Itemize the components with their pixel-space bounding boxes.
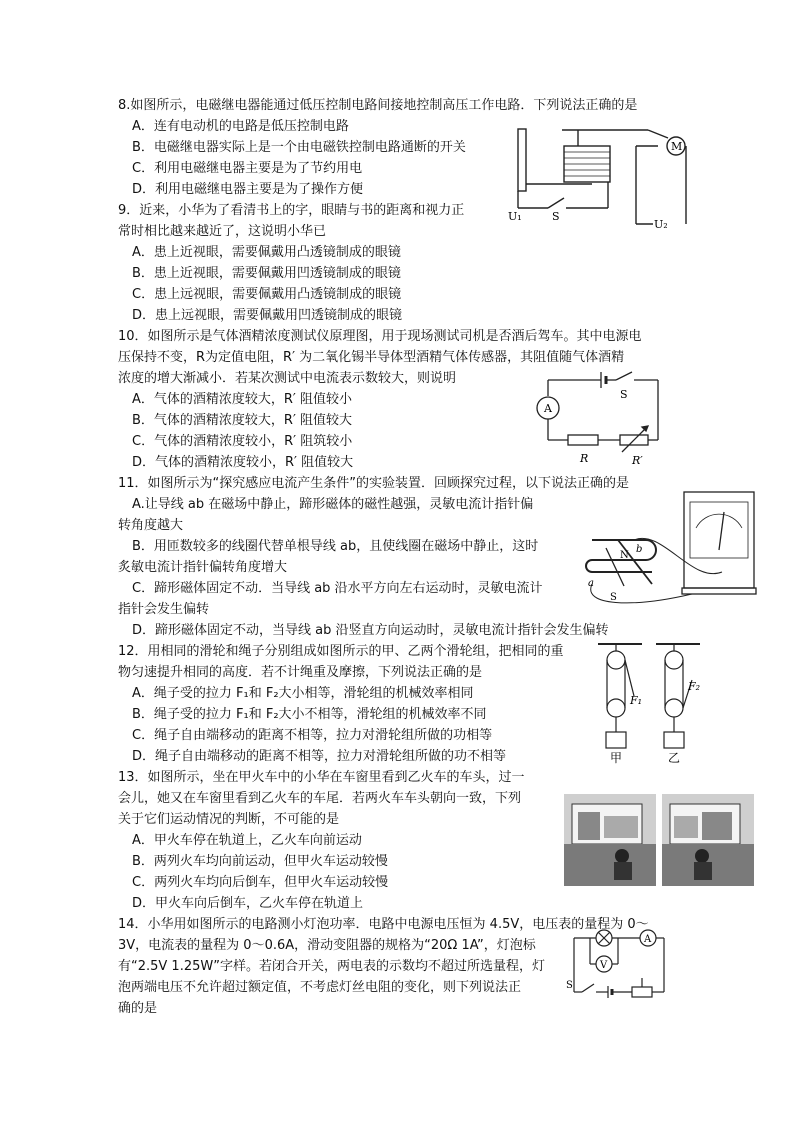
q14-voltmeter-label: V	[600, 960, 608, 971]
q9-stem-2: 常时相比越来越近了，这说明小华已	[118, 224, 327, 239]
q10-option-d: D．气体的酒精浓度较小，R′ 阻值较大	[132, 455, 354, 470]
q10-stem-3: 浓度的增大渐减小．若某次测试中电流表示数较大，则说明	[118, 371, 457, 386]
q12-f1-label: F₁	[630, 694, 643, 707]
q13-option-c: C．两列火车均向后倒车，但甲火车运动较慢	[132, 875, 389, 890]
q8-u2-label: U₂	[654, 218, 668, 231]
q8-option-d: D．利用电磁继电器主要是为了操作方便	[132, 182, 364, 197]
q13-train-photo-right	[662, 794, 754, 886]
q13-option-b: B．两列火车均向前运动，但甲火车运动较慢	[132, 854, 388, 869]
q14-stem-5: 确的是	[118, 1001, 158, 1016]
q8-u1-label: U₁	[508, 210, 522, 223]
q14-stem-1: 14．小华用如图所示的电路测小灯泡功率．电路中电源电压恒为 4.5V，电压表的量程为 0～	[118, 917, 649, 932]
q8-option-c: C．利用电磁继电器主要是为了节约用电	[132, 161, 363, 176]
q10-r2-label: R′	[632, 454, 643, 467]
q14-ammeter-label: A	[644, 934, 652, 945]
q11-a-label: a	[588, 578, 594, 589]
q8-relay-figure	[508, 124, 690, 232]
q12-option-c: C．绳子自由端移动的距离不相等，拉力对滑轮组所做的功相等	[132, 728, 493, 743]
q11-stem: 11．如图所示为“探究感应电流产生条件”的实验装置．回顾探究过程，以下说法正确的是	[118, 476, 630, 491]
q10-circuit-figure	[536, 368, 666, 468]
q11-option-b-2: 炙敏电流计指针偏转角度增大	[118, 560, 288, 575]
q11-option-a-2: 转角度越大	[118, 518, 184, 533]
q10-r-label: R	[580, 452, 589, 465]
q9-option-d: D．患上远视眼，需要佩戴用凹透镜制成的眼镜	[132, 308, 403, 323]
q12-f2-label: F₂	[688, 680, 701, 693]
q11-option-c-1: C．蹄形磁体固定不动．当导线 ab 沿水平方向左右运动时，灵敏电流计	[132, 581, 543, 596]
q9-stem-1: 9．近来，小华为了看清书上的字，眼睛与书的距离和视力正	[118, 203, 465, 218]
q8-stem: 8.如图所示，电磁继电器能通过低压控制电路间接地控制高压工作电路．下列说法正确的是	[118, 98, 638, 113]
q12-option-d: D．绳子自由端移动的距离不相等，拉力对滑轮组所做的功不相等	[132, 749, 507, 764]
q8-option-a: A．连有电动机的电路是低压控制电路	[132, 119, 349, 134]
q11-option-c-2: 指针会发生偏转	[118, 602, 210, 617]
q12-jia-label: 甲	[610, 751, 623, 765]
q12-stem-2: 物匀速提升相同的高度．若不计绳重及摩擦，下列说法正确的是	[118, 665, 483, 680]
q10-option-b: B．气体的酒精浓度较大，R′ 阻值较大	[132, 413, 353, 428]
q11-s-label: S	[610, 592, 617, 603]
q10-ammeter-label: A	[544, 402, 552, 415]
q11-n-label: N	[620, 550, 629, 561]
q11-option-d: D．蹄形磁体固定不动，当导线 ab 沿竖直方向运动时，灵敏电流计指针会发生偏转	[132, 623, 609, 638]
q8-motor-label: M	[671, 140, 683, 153]
q10-switch-label: S	[620, 388, 628, 401]
q12-stem-1: 12．用相同的滑轮和绳子分别组成如图所示的甲、乙两个滑轮组，把相同的重	[118, 644, 564, 659]
q13-train-photo-left	[564, 794, 656, 886]
q10-stem-2: 压保持不变，R为定值电阻，R′ 为二氧化锡半导体型酒精气体传感器，其阻值随气体酒精	[118, 350, 625, 365]
q12-option-b: B．绳子受的拉力 F₁和 F₂大小不相等，滑轮组的机械效率不同	[132, 707, 487, 722]
q11-b-label: b	[636, 544, 643, 555]
q11-galvanometer-figure	[572, 488, 760, 612]
q12-option-a: A．绳子受的拉力 F₁和 F₂大小相等，滑轮组的机械效率相同	[132, 686, 474, 701]
q10-option-a: A．气体的酒精浓度较大，R′ 阻值较小	[132, 392, 353, 407]
q13-stem-2: 会儿，她又在车窗里看到乙火车的车尾．若两火车车头朝向一致，下列	[118, 791, 522, 806]
q10-stem-1: 10．如图所示是气体酒精浓度测试仪原理图，用于现场测试司机是否酒后驾车。其中电源电	[118, 329, 642, 344]
q14-stem-3: 有“2.5V 1.25W”字样。若闭合开关，两电表的示数均不超过所选量程，灯	[118, 959, 545, 974]
q13-stem-1: 13．如图所示，坐在甲火车中的小华在车窗里看到乙火车的车头，过一	[118, 770, 525, 785]
q13-option-d: D．甲火车向后倒车，乙火车停在轨道上	[132, 896, 364, 911]
q14-switch-label: S	[566, 980, 573, 991]
q14-stem-4: 泡两端电压不允许超过额定值，不考虑灯丝电阻的变化，则下列说法正	[118, 980, 522, 995]
q10-option-c: C．气体的酒精浓度较小，R′ 阻筑较小	[132, 434, 353, 449]
q11-option-b-1: B．用匝数较多的线圈代替单根导线 ab，且使线圈在磁场中静止，这时	[132, 539, 539, 554]
q11-option-a-1: A.让导线 ab 在磁场中静止，蹄形磁体的磁性越强，灵敏电流计指针偏	[132, 497, 534, 512]
q9-option-b: B．患上近视眼，需要佩戴用凹透镜制成的眼镜	[132, 266, 401, 281]
q13-option-a: A．甲火车停在轨道上，乙火车向前运动	[132, 833, 362, 848]
q9-option-a: A．患上近视眼，需要佩戴用凸透镜制成的眼镜	[132, 245, 401, 260]
q13-stem-3: 关于它们运动情况的判断，不可能的是	[118, 812, 340, 827]
q14-circuit-figure	[564, 926, 670, 1002]
q12-pulley-figure	[590, 640, 710, 768]
q14-stem-2: 3V，电流表的量程为 0～0.6A，滑动变阻器的规格为“20Ω 1A”，灯泡标	[118, 938, 536, 953]
q12-yi-label: 乙	[668, 751, 681, 765]
q8-switch-label: S	[552, 210, 560, 223]
q9-option-c: C．患上远视眼，需要佩戴用凸透镜制成的眼镜	[132, 287, 402, 302]
q8-option-b: B．电磁继电器实际上是一个由电磁铁控制电路通断的开关	[132, 140, 466, 155]
